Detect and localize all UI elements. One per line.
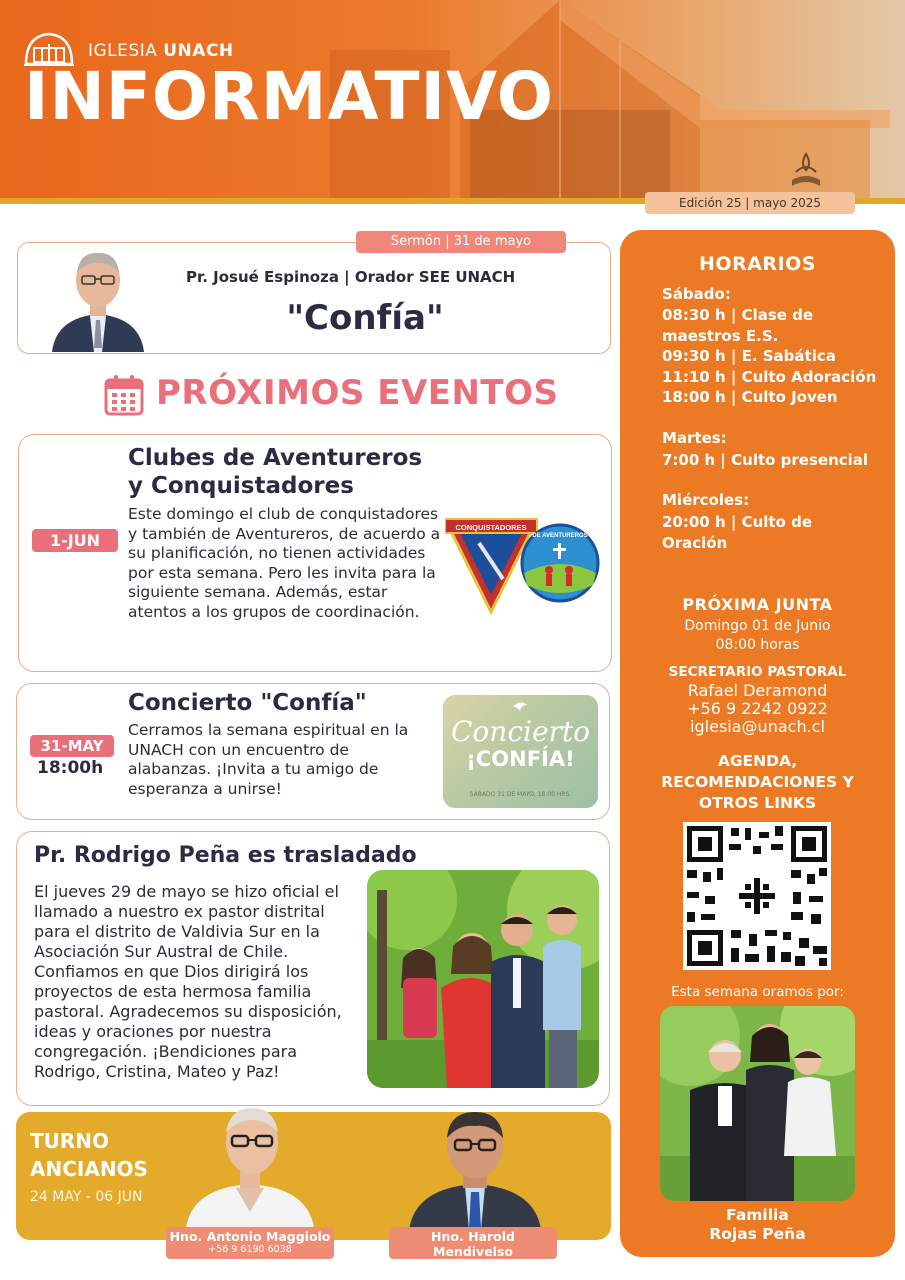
sermon-title: "Confía": [286, 298, 444, 338]
secretario-phone: +56 9 2242 0922: [687, 699, 828, 718]
junta-date: Domingo 01 de Junio: [684, 618, 831, 634]
sabado-schedule: 08:30 h | Clase de maestros E.S. 09:30 h | E. Sabática 11:10 h | Culto Adoración 18:00 h | Culto Joven: [662, 306, 877, 406]
junta-time: 08:00 horas: [715, 637, 800, 653]
event-time: 18:00h: [37, 758, 104, 778]
oramos-label: Esta semana oramos por:: [671, 984, 844, 1000]
prayer-family-photo: [660, 1006, 855, 1201]
event-title: Concierto "Confía": [128, 690, 367, 716]
event-description: Este domingo el club de conquistadores y también de Aventureros, de acuerdo a su planificación, no tienen actividades por esta semana. Pero les invita para la siguiente semana. Además, estar atentos a los grupos de coordinación.: [128, 505, 441, 621]
turno-dates: 24 MAY - 06 JUN: [30, 1189, 143, 1205]
poster-script: Concierto: [451, 715, 591, 748]
speaker-line: Pr. Josué Espinoza | Orador SEE UNACH: [186, 268, 516, 286]
page-title: INFORMATIVO: [24, 58, 555, 135]
news-description: El jueves 29 de mayo se hizo oficial el llamado a nuestro ex pastor distrital para el distrito de Valdivia Sur en la Asociación Sur Austral de Chile. Confiamos en que Dios dirigirá los proyectos de esta hermosa familia pastoral. Agradecemos su disposición, ideas y oraciones por nuestra congregación. ¡Bendiciones para Rodrigo, Cristina, Mateo y Paz!: [34, 882, 342, 1081]
sda-logo-icon: [786, 150, 826, 192]
secretario-email[interactable]: iglesia@unach.cl: [690, 717, 825, 736]
event-date: 31-MAY: [30, 735, 114, 757]
horarios-heading: HORARIOS: [699, 253, 816, 275]
poster-title: ¡CONFÍA!: [466, 747, 575, 771]
event-date: 1-JUN: [32, 529, 118, 552]
sabado-label: Sábado:: [662, 285, 731, 303]
conquistadores-badge-text: CONQUISTADORES: [455, 523, 527, 532]
edition-badge: Edición 25 | mayo 2025: [645, 192, 855, 214]
elder-photo-harold: [405, 1106, 545, 1230]
event-title: Clubes de Aventureros y Conquistadores: [128, 445, 423, 499]
qr-code-icon: [683, 822, 831, 970]
familia-name: Familia Rojas Peña: [709, 1206, 806, 1243]
dove-icon: [511, 699, 529, 713]
elder-photo-antonio: [180, 1102, 320, 1228]
elder-name-tag: Hno. Antonio Maggiolo +56 9 6190 6038: [166, 1227, 334, 1259]
qr-code[interactable]: [683, 822, 831, 970]
secretario-heading: SECRETARIO PASTORAL: [668, 664, 847, 680]
event-description: Cerramos la semana espiritual en la UNACH con un encuentro de alabanzas. ¡Invita a tu amigo de esperanza a unirse!: [128, 721, 409, 798]
pastor-family-photo: [367, 870, 599, 1088]
miercoles-label: Miércoles:: [662, 491, 750, 509]
header-banner: [0, 0, 905, 200]
martes-schedule: 7:00 h | Culto presencial: [662, 451, 869, 469]
elder-name-tag: Hno. Harold Mendivelso +56 9 5613 4046: [389, 1227, 557, 1259]
turno-title: TURNO ANCIANOS: [30, 1129, 148, 1181]
martes-label: Martes:: [662, 429, 727, 447]
aventureros-badge-text: DE AVENTUREROS: [532, 533, 588, 539]
speaker-photo: [48, 248, 148, 352]
poster-date: SÁBADO 31 DE MAYO, 18:00 HRS.: [469, 791, 572, 798]
agenda-heading: AGENDA, RECOMENDACIONES Y OTROS LINKS: [661, 752, 854, 812]
concert-poster: [443, 695, 598, 808]
news-title: Pr. Rodrigo Peña es trasladado: [34, 843, 417, 868]
brand-name: IGLESIA UNACH: [88, 41, 234, 61]
clubs-badges-icon: [445, 515, 600, 615]
calendar-icon: [104, 374, 144, 416]
junta-heading: PRÓXIMA JUNTA: [682, 595, 833, 614]
events-heading: PRÓXIMOS EVENTOS: [156, 373, 559, 413]
secretario-name: Rafael Deramond: [687, 681, 828, 700]
sermon-date-tag: Sermón | 31 de mayo: [356, 231, 566, 253]
miercoles-schedule: 20:00 h | Culto de Oración: [662, 513, 813, 552]
